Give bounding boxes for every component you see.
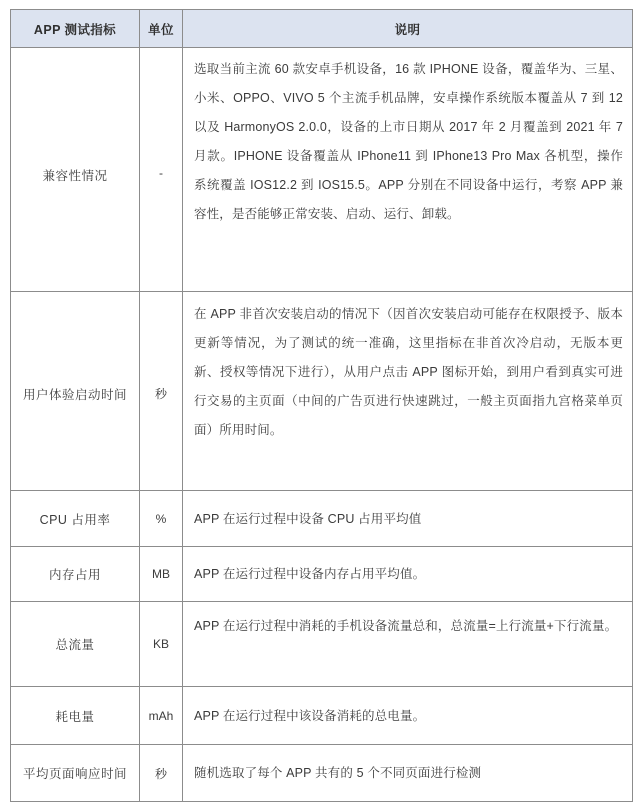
table-body [11, 48, 633, 802]
metric-unit-cell: MB [140, 547, 183, 602]
metric-unit-cell: - [140, 48, 183, 292]
metric-unit-cell: mAh [140, 687, 183, 745]
metric-unit-cell: 秒 [140, 292, 183, 491]
table-row [11, 491, 633, 547]
table-header-row [11, 10, 633, 48]
table-row [11, 48, 633, 292]
metric-description-cell: APP 在运行过程中该设备消耗的总电量。 [183, 687, 633, 745]
metric-description-cell: 在 APP 非首次安装启动的情况下（因首次安装启动可能存在权限授予、版本更新等情况，为了测试的统一准确，这里指标在非首次冷启动，无版本更新、授权等情况下进行），从用户点击 APP 图标开始，到用户看到真实可进行交易的主页面（中间的广告页进行快速跳过，一般主页面指九宫格菜单页面）所用时间。 [183, 292, 633, 491]
column-header-unit: 单位 [140, 10, 183, 48]
metric-description-cell: APP 在运行过程中设备内存占用平均值。 [183, 547, 633, 602]
table-row [11, 687, 633, 745]
metric-unit-cell: 秒 [140, 745, 183, 802]
column-header-description: 说明 [183, 10, 633, 48]
metric-name-cell: 内存占用 [11, 547, 140, 602]
metric-description-cell: 选取当前主流 60 款安卓手机设备，16 款 IPHONE 设备，覆盖华为、三星、小米、OPPO、VIVO 5 个主流手机品牌，安卓操作系统版本覆盖从 7 到 12 以及 HarmonyOS 2.0.0，设备的上市日期从 2017 年 2 月覆盖到 2021 年 7 月款。IPHONE 设备覆盖从 IPhone11 到 IPhone13 Pro Max 各机型，操作系统覆盖 IOS12.2 到 IOS15.5。APP 分别在不同设备中运行，考察 APP 兼容性，是否能够正常安装、启动、运行、卸载。 [183, 48, 633, 292]
table-row [11, 292, 633, 491]
metric-name-cell: 总流量 [11, 602, 140, 687]
metric-name-cell: 兼容性情况 [11, 48, 140, 292]
metric-name-cell: 耗电量 [11, 687, 140, 745]
metric-description-cell: APP 在运行过程中消耗的手机设备流量总和，总流量=上行流量+下行流量。 [183, 602, 633, 687]
table-header [11, 10, 633, 48]
metric-unit-cell: KB [140, 602, 183, 687]
metric-name-cell: CPU 占用率 [11, 491, 140, 547]
metric-description-cell: APP 在运行过程中设备 CPU 占用平均值 [183, 491, 633, 547]
metric-name-cell: 平均页面响应时间 [11, 745, 140, 802]
metric-unit-cell: % [140, 491, 183, 547]
column-header-metric: APP 测试指标 [11, 10, 140, 48]
table-row [11, 745, 633, 802]
table-row [11, 547, 633, 602]
app-test-metrics-table [10, 9, 633, 802]
metric-name-cell: 用户体验启动时间 [11, 292, 140, 491]
table-row [11, 602, 633, 687]
metric-description-cell: 随机选取了每个 APP 共有的 5 个不同页面进行检测 [183, 745, 633, 802]
